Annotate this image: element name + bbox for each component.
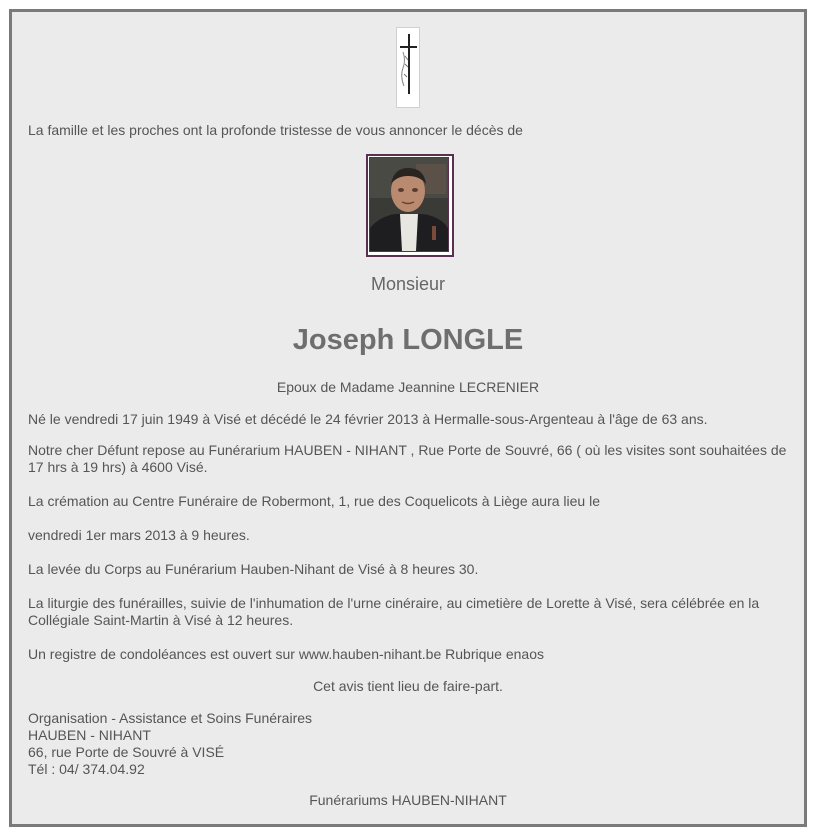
portrait-image (370, 158, 448, 251)
liturgy-text: La liturgie des funérailles, suivie de l'inhumation de l'urne cinéraire, au cimetière de Lorette à Visé, sera célébrée en la Collégiale Saint-Martin à Visé à 12 heures. (28, 595, 760, 628)
birth-death-text: Né le vendredi 17 juin 1949 à Visé et décédé le 24 février 2013 à Hermalle-sous-Argenteau à l'âge de 63 ans. (28, 411, 708, 427)
honorific-title: Monsieur (370, 274, 446, 294)
cross-icon (397, 28, 419, 107)
organisation-phone: Tél : 04/ 374.04.92 (28, 761, 145, 777)
footer-text: Funérariums HAUBEN-NIHANT (309, 792, 507, 808)
levee-text: La levée du Corps au Funérarium Hauben-Nihant de Visé à 8 heures 30. (28, 561, 479, 577)
cremation-text: La crémation au Centre Funéraire de Robermont, 1, rue des Coquelicots à Liège aura lieu le (28, 493, 600, 509)
deceased-photo (366, 154, 454, 257)
deceased-name: Joseph LONGLE (292, 324, 524, 356)
organisation-address: 66, rue Porte de Souvré à VISÉ (28, 744, 225, 760)
visitation-text: Notre cher Défunt repose au Funérarium HAUBEN - NIHANT , Rue Porte de Souvré, 66 ( où les visites sont souhaitées de 17 hrs à 19 hrs) à 4600 Visé. (28, 442, 787, 475)
intro-text: La famille et les proches ont la profonde tristesse de vous annoncer le décès de (28, 122, 523, 138)
spouse-line: Epoux de Madame Jeannine LECRENIER (276, 379, 540, 395)
notice-text: Cet avis tient lieu de faire-part. (313, 678, 503, 694)
organisation-line: Organisation - Assistance et Soins Funéraires (28, 710, 313, 726)
cremation-date-text: vendredi 1er mars 2013 à 9 heures. (28, 527, 250, 543)
organisation-name: HAUBEN - NIHANT (28, 727, 151, 743)
organisation-block (28, 710, 788, 778)
obituary-card (9, 9, 807, 827)
cross-emblem (396, 27, 420, 108)
registry-text: Un registre de condoléances est ouvert sur www.hauben-nihant.be Rubrique enaos (28, 646, 544, 662)
